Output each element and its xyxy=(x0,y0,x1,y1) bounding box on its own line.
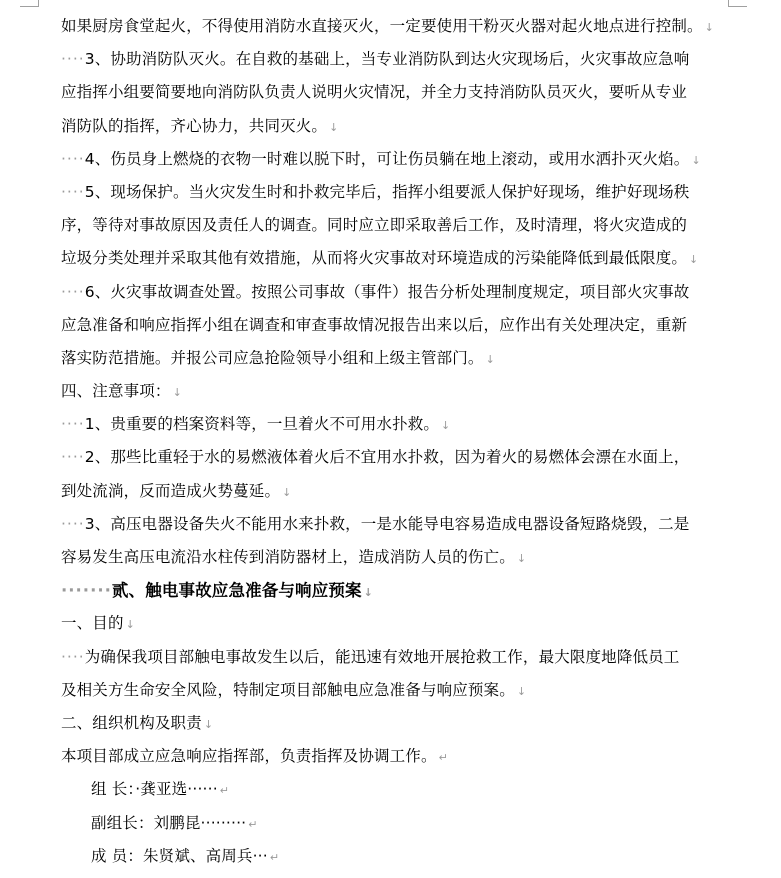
line-text: 容易发生高压电流沿水柱传到消防器材上，造成消防人员的伤亡。 xyxy=(61,548,515,566)
paragraph-line xyxy=(61,110,721,143)
line-text: 3、高压电器设备失火不能用水来扑救，一是水能导电容易造成电器设备短路烧毁，二是 xyxy=(84,514,690,533)
indent-space-marks: ···· xyxy=(61,647,85,666)
paragraph-mark-icon: ↵ xyxy=(438,751,448,765)
line-text: 4、伤员身上燃烧的衣物一时难以脱下时，可让伤员躺在地上滚动，或用水洒扑灭火焰。 xyxy=(84,149,690,168)
paragraph-mark-icon: ↵ xyxy=(248,817,258,831)
line-break-mark-icon: ↓ xyxy=(516,552,527,565)
document-body[interactable] xyxy=(61,10,721,873)
paragraph-line xyxy=(61,242,721,275)
paragraph-line xyxy=(61,209,721,242)
page-corner-mark-left xyxy=(20,0,39,7)
indent-space-marks: ···· xyxy=(61,448,85,467)
line-break-mark-icon: ↓ xyxy=(203,717,214,731)
indent-space-marks: ···· xyxy=(61,282,85,301)
line-break-mark-icon: ↓ xyxy=(704,21,715,34)
paragraph-line xyxy=(61,342,721,375)
line-text: 二、组织机构及职责 xyxy=(61,713,202,732)
section-heading-line xyxy=(61,574,721,607)
line-text: 5、现场保护。当火灾发生时和扑救完毕后，指挥小组要派人保护好现场，维护好现场秩 xyxy=(84,182,690,201)
line-text: 应指挥小组要简要地向消防队负责人说明火灾情况，并全力支持消防队员灭火，要听从专业 xyxy=(61,83,688,102)
indent-space-marks: ······· xyxy=(61,581,112,601)
paragraph-line xyxy=(61,76,721,109)
line-text: 3、协助消防队灭火。在自救的基础上，当专业消防队到达火灾现场后，火灾事故应急响 xyxy=(84,50,690,69)
line-text: 本项目部成立应急响应指挥部，负责指挥及协调工作。 xyxy=(61,747,437,766)
line-text: 落实防范措施。并报公司应急抢险领导小组和上级主管部门。 xyxy=(61,348,484,367)
line-text: 消防队的指挥，齐心协力，共同灭火。 xyxy=(61,116,328,135)
indent-space-marks: ···· xyxy=(61,415,85,434)
line-break-mark-icon: ↓ xyxy=(691,153,701,167)
paragraph-line xyxy=(61,276,721,309)
paragraph-mark-icon: ↵ xyxy=(269,850,280,864)
line-text: 如果厨房食堂起火，不得使用消防水直接灭火，一定要使用干粉灭火器对起火地点进行控制。 xyxy=(61,17,703,35)
paragraph-line xyxy=(61,309,721,342)
line-break-mark-icon: ↓ xyxy=(329,120,339,134)
line-text: 序，等待对事故原因及责任人的调查。同时应立即采取善后工作，及时清理，将火灾造成的 xyxy=(61,216,688,235)
line-break-mark-icon: ↓ xyxy=(441,419,451,433)
indent-space-marks: ···· xyxy=(61,149,85,168)
indent-space-marks: ···· xyxy=(61,50,85,69)
line-text: 组 长：·龚亚选······ xyxy=(91,780,218,799)
paragraph-line xyxy=(61,641,721,674)
paragraph-line xyxy=(61,43,721,76)
line-text: 成 员：朱贤斌、高周兵··· xyxy=(91,846,268,865)
line-text: 应急准备和响应指挥小组在调查和审查事故情况报告出来以后，应作出有关处理决定，重新 xyxy=(61,315,688,334)
paragraph-line xyxy=(61,707,721,740)
paragraph-line xyxy=(61,143,721,176)
line-break-mark-icon: ↓ xyxy=(689,253,699,267)
indent-space-marks: ···· xyxy=(61,182,85,201)
line-text: 到处流淌，反而造成火势蔓延。 xyxy=(61,481,281,500)
paragraph-mark-icon: ↵ xyxy=(219,784,230,798)
paragraph-line xyxy=(61,840,721,873)
line-text: 1、贵重要的档案资料等，一旦着火不可用水扑救。 xyxy=(84,415,440,434)
line-break-mark-icon: ↓ xyxy=(282,485,292,499)
paragraph-line xyxy=(61,508,721,541)
line-text: 2、那些比重轻于水的易燃液体着火后不宜用水扑救，因为着火的易燃体会漂在水面上， xyxy=(84,448,690,467)
line-break-mark-icon: ↓ xyxy=(125,618,135,632)
line-break-mark-icon: ↓ xyxy=(516,684,527,698)
paragraph-line xyxy=(61,807,721,840)
paragraph-line xyxy=(61,10,721,43)
paragraph-line xyxy=(61,441,721,474)
paragraph-line xyxy=(61,176,721,209)
line-text: 副组长：刘鹏昆········· xyxy=(91,813,247,832)
indent-space-marks: ···· xyxy=(61,514,85,533)
line-text: 6、火灾事故调查处置。按照公司事故（事件）报告分析处理制度规定，项目部火灾事故 xyxy=(84,282,690,301)
line-text: 贰、触电事故应急准备与响应预案 xyxy=(111,581,362,601)
paragraph-line xyxy=(61,375,721,408)
page-corner-mark-right xyxy=(728,0,747,7)
paragraph-line xyxy=(61,408,721,441)
paragraph-line xyxy=(61,607,721,640)
paragraph-line xyxy=(61,674,721,707)
line-text: 及相关方生命安全风险，特制定项目部触电应急准备与响应预案。 xyxy=(61,680,515,699)
line-break-mark-icon: ↓ xyxy=(172,386,182,400)
paragraph-line xyxy=(61,541,721,574)
line-text: 一、目的 xyxy=(61,614,124,633)
line-text: 垃圾分类处理并采取其他有效措施，从而将火灾事故对环境造成的污染能降低到最低限度。 xyxy=(61,249,688,268)
paragraph-line xyxy=(61,773,721,806)
paragraph-line xyxy=(61,475,721,508)
line-break-mark-icon: ↓ xyxy=(485,352,495,366)
line-text: 四、注意事项： xyxy=(61,382,171,401)
line-break-mark-icon: ↓ xyxy=(363,586,374,600)
line-text: 为确保我项目部触电事故发生以后，能迅速有效地开展抢救工作，最大限度地降低员工 xyxy=(84,647,680,666)
paragraph-line xyxy=(61,740,721,773)
